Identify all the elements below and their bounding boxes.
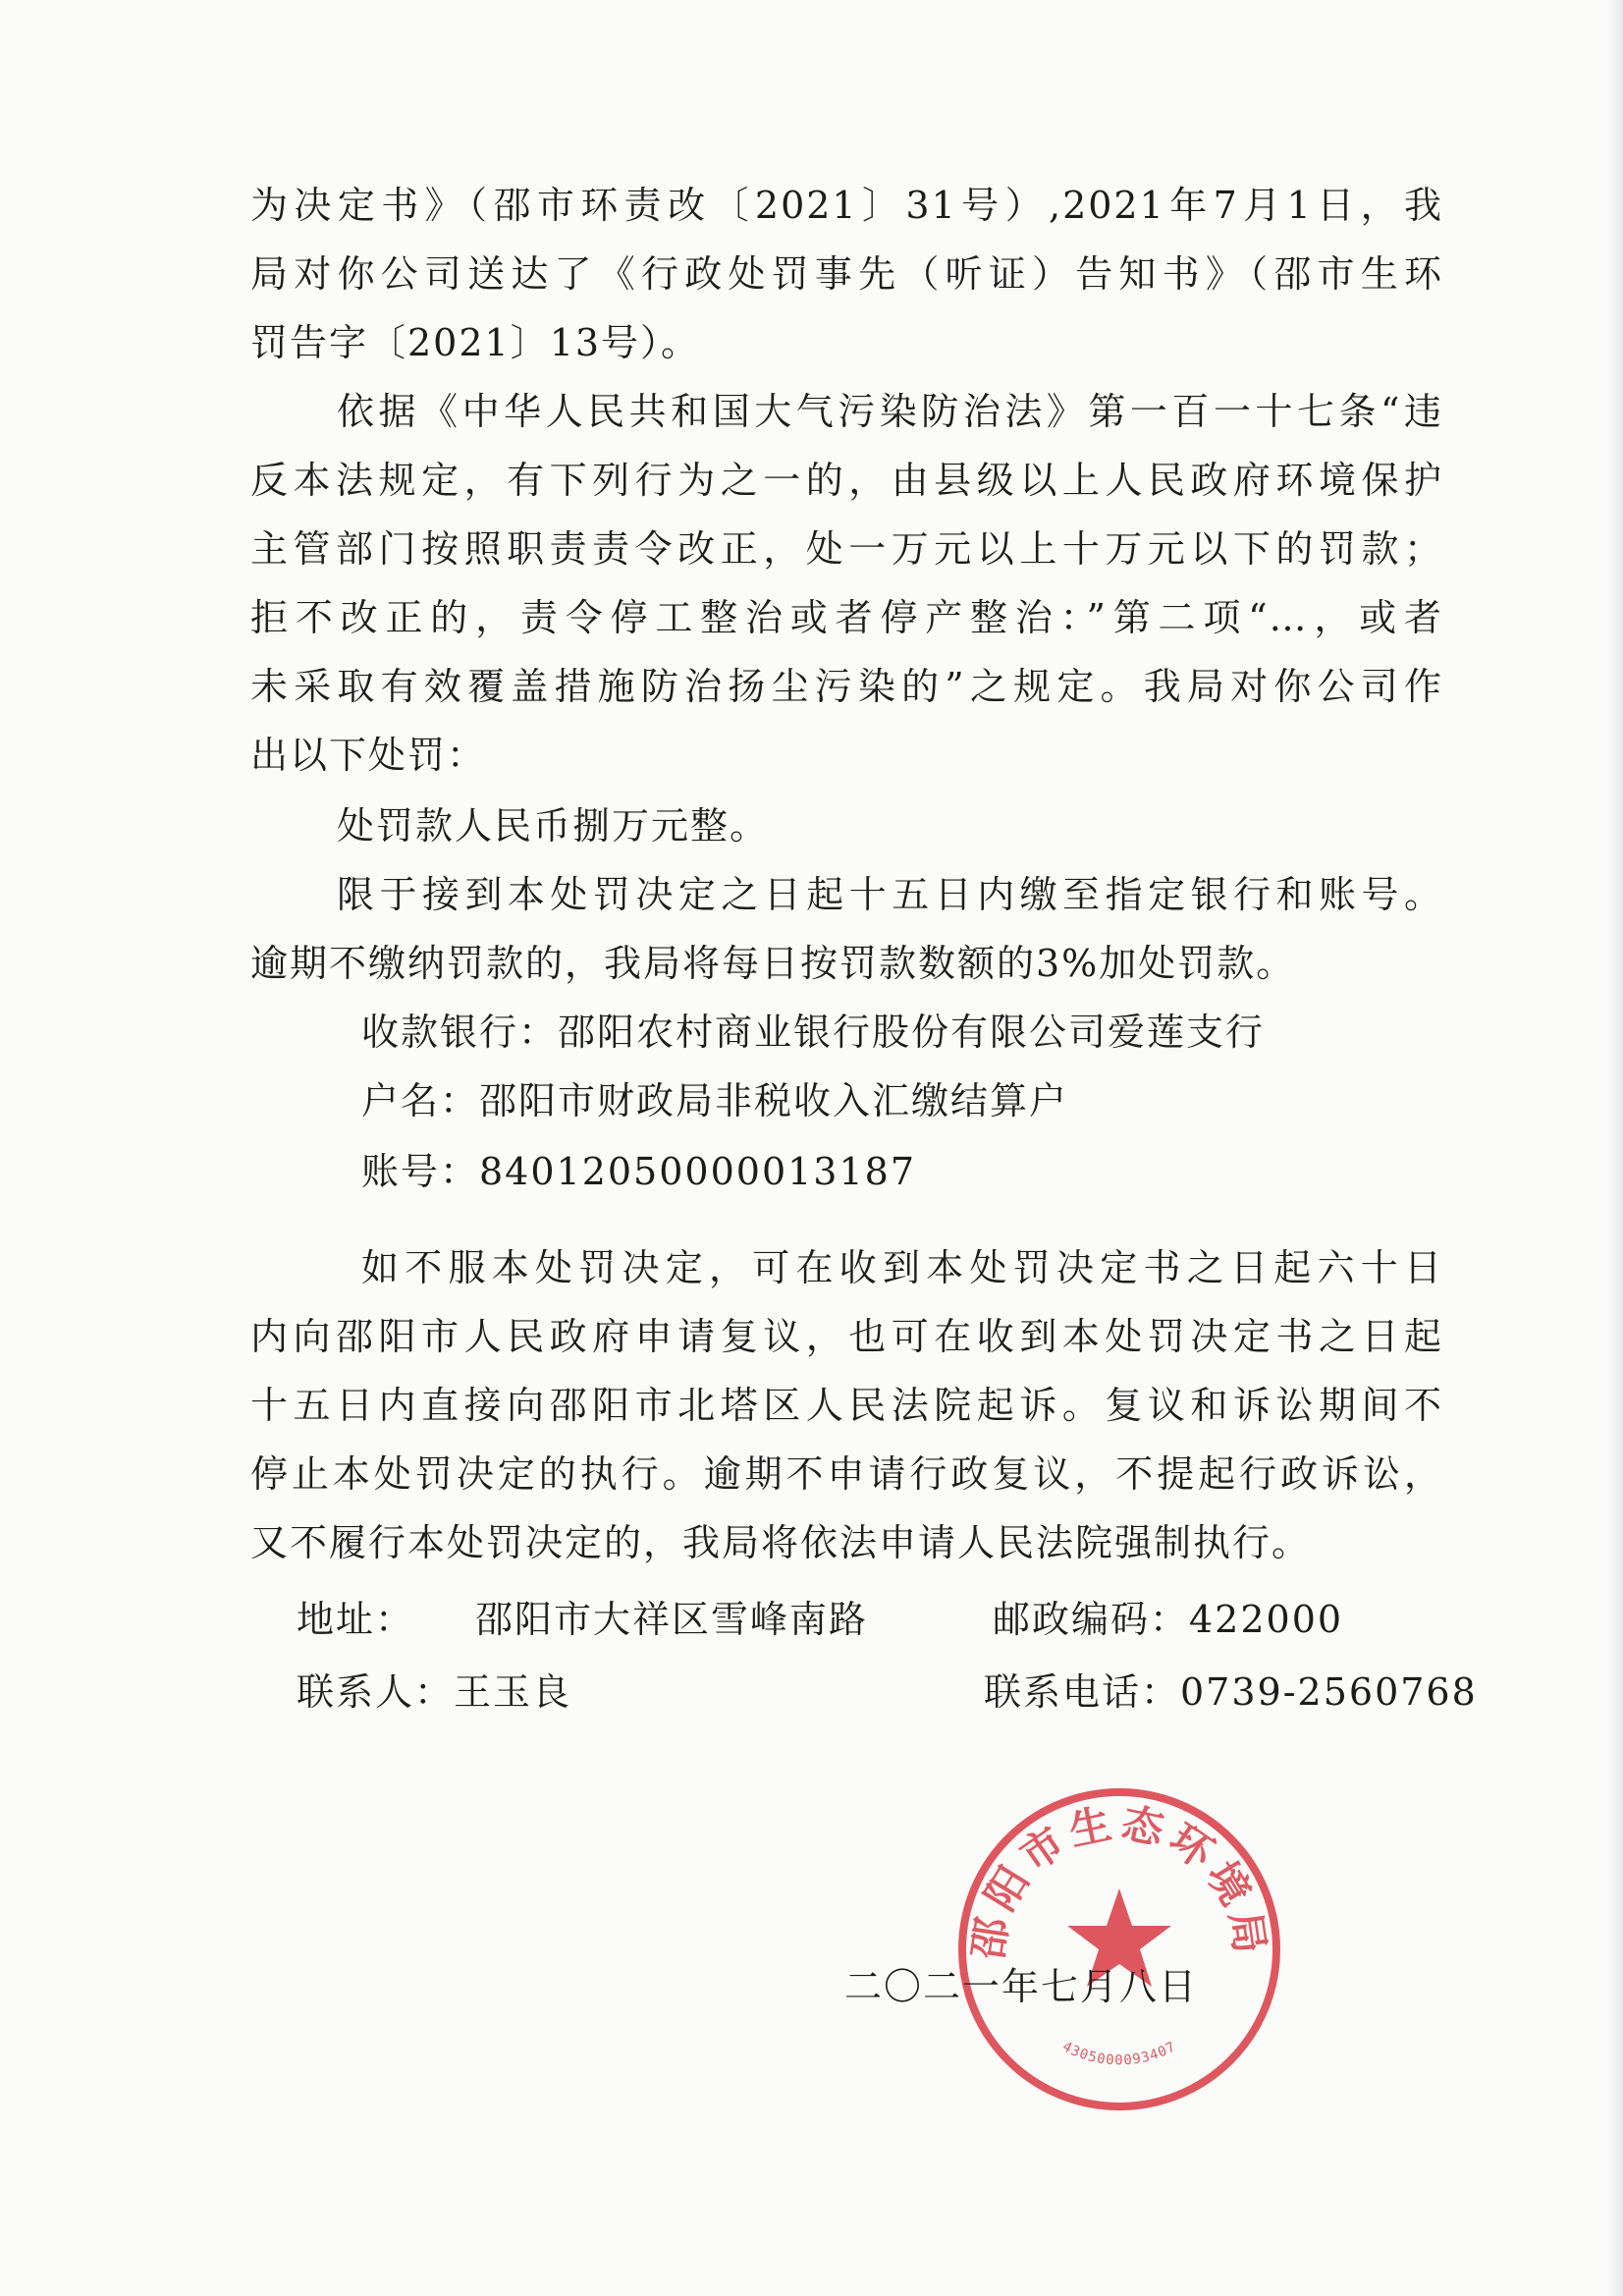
seal-code: 4305000093407 xyxy=(1059,2039,1179,2069)
document-date: 二〇二一年七月八日 xyxy=(844,1965,1199,2008)
paragraph-2-line-4: 拒不改正的，责令停工整治或者停产整治：”第二项“…，或者 xyxy=(250,596,1443,639)
paragraph-3-line-1: 限于接到本处罚决定之日起十五日内缴至指定银行和账号。 xyxy=(337,873,1443,916)
account-name-line: 户名：邵阳市财政局非税收入汇缴结算户 xyxy=(361,1079,1069,1122)
paragraph-4-line-4: 停止本处罚决定的执行。逾期不申请行政复议，不提起行政诉讼， xyxy=(250,1452,1443,1496)
postcode: 邮政编码：422000 xyxy=(993,1598,1344,1641)
contact-phone: 联系电话：0739-2560768 xyxy=(984,1670,1478,1714)
paragraph-1-line-1: 为决定书》（邵市环责改〔2021〕31号）,2021年7月1日，我 xyxy=(250,184,1443,227)
official-seal-icon xyxy=(952,1782,1286,2116)
penalty-line: 处罚款人民币捌万元整。 xyxy=(337,804,770,847)
paragraph-2-line-3: 主管部门按照职责责令改正，处一万元以上十万元以下的罚款； xyxy=(250,527,1443,571)
address-label: 地址： xyxy=(297,1598,415,1641)
scan-edge xyxy=(1607,0,1623,2296)
paragraph-4-line-3: 十五日内直接向邵阳市北塔区人民法院起诉。复议和诉讼期间不 xyxy=(250,1384,1443,1427)
contact-person: 联系人：王玉良 xyxy=(297,1670,572,1714)
paragraph-2-line-6: 出以下处罚： xyxy=(250,734,487,777)
paragraph-2-line-1: 依据《中华人民共和国大气污染防治法》第一百一十七条“违 xyxy=(337,390,1443,433)
paragraph-2-line-5: 未采取有效覆盖措施防治扬尘污染的”之规定。我局对你公司作 xyxy=(250,665,1443,708)
address: 邵阳市大祥区雪峰南路 xyxy=(475,1598,869,1641)
bank-line: 收款银行：邵阳农村商业银行股份有限公司爱莲支行 xyxy=(361,1011,1266,1054)
paragraph-1-line-2: 局对你公司送达了《行政处罚事先（听证）告知书》（邵市生环 xyxy=(250,252,1443,296)
svg-text:4305000093407 xyxy=(1059,2039,1178,2068)
paragraph-1-line-3: 罚告字〔2021〕13号）。 xyxy=(250,321,701,364)
paragraph-3-line-2: 逾期不缴纳罚款的，我局将每日按罚款数额的3%加处罚款。 xyxy=(250,942,1296,985)
paragraph-4-line-5: 又不履行本处罚决定的，我局将依法申请人民法院强制执行。 xyxy=(250,1521,1312,1564)
seal-text: 邵阳市生态环境局 xyxy=(963,1798,1275,1962)
account-number-line: 账号：84012050000013187 xyxy=(361,1150,917,1193)
paragraph-4-line-2: 内向邵阳市人民政府申请复议，也可在收到本处罚决定书之日起 xyxy=(250,1315,1443,1358)
paragraph-4-line-1: 如不服本处罚决定，可在收到本处罚决定书之日起六十日 xyxy=(361,1246,1443,1289)
paragraph-2-line-2: 反本法规定，有下列行为之一的，由县级以上人民政府环境保护 xyxy=(250,459,1443,502)
